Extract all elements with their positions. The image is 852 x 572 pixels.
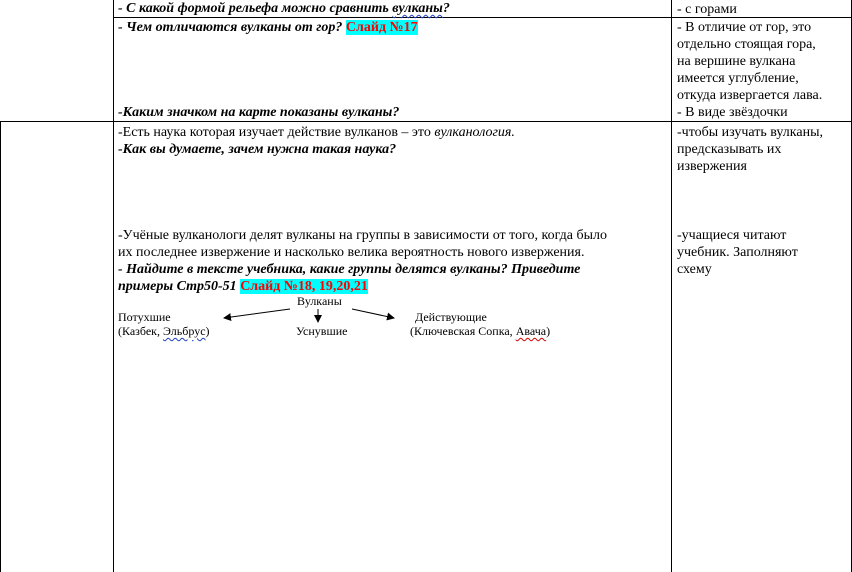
scheme-active-title: Действующие bbox=[415, 310, 487, 324]
table-border-far-left bbox=[0, 121, 1, 572]
slide-badge-18-21: Слайд №18, 19,20,21 bbox=[240, 279, 368, 294]
scheme-extinct-examples-c: ) bbox=[205, 324, 210, 338]
answer-students-read-line: учебник. Заполняют bbox=[677, 245, 798, 260]
question-why-science: -Как вы думаете, зачем нужна такая наука? bbox=[118, 142, 397, 157]
question-map-symbol: -Каким значком на карте показаны вулканы? bbox=[118, 105, 400, 120]
science-intro-text: -Есть наука которая изучает действие вулканов – это bbox=[118, 125, 435, 140]
scheme-extinct-title: Потухшие bbox=[118, 310, 171, 324]
scheme-active-examples-b: Авача bbox=[515, 324, 547, 338]
slide-badge-17: Слайд №17 bbox=[345, 20, 418, 35]
answer-difference-line: имеется углубление, bbox=[677, 71, 799, 86]
task-examples bbox=[118, 278, 368, 295]
arrow-to-active bbox=[352, 309, 394, 318]
answer-why-science-line: предсказывать их bbox=[677, 142, 782, 157]
task-find-groups: - Найдите в тексте учебника, какие группы делятся вулканы? Приведите bbox=[118, 262, 581, 277]
scheme-dormant-title: Уснувшие bbox=[296, 324, 348, 338]
question-relief-text: - С какой формой рельефа можно сравнить bbox=[118, 1, 393, 16]
groups-paragraph-line: их последнее извержение и насколько велика вероятность нового извержения. bbox=[118, 245, 585, 260]
question-relief bbox=[118, 0, 450, 17]
groups-paragraph-line: -Учёные вулканологи делят вулканы на группы в зависимости от того, когда было bbox=[118, 228, 607, 243]
scheme-active-examples bbox=[410, 324, 550, 338]
scheme-extinct-examples bbox=[118, 324, 210, 338]
answer-relief: - с горами bbox=[677, 2, 737, 17]
scheme-extinct-examples-a: (Казбек, bbox=[118, 324, 164, 338]
scheme-active-examples-a: (Ключевская Сопка, bbox=[410, 324, 516, 338]
table-border-mid-col bbox=[671, 0, 672, 572]
scheme-active-examples-c: ) bbox=[546, 324, 551, 338]
answer-students-read-line: -учащиеся читают bbox=[677, 228, 787, 243]
arrow-to-extinct bbox=[224, 309, 290, 318]
question-difference bbox=[118, 19, 418, 36]
table-border-left-col bbox=[113, 0, 114, 572]
question-relief-end: ? bbox=[442, 1, 450, 16]
answer-why-science-line: извержения bbox=[677, 159, 747, 174]
answer-map-symbol: - В виде звёздочки bbox=[677, 105, 788, 120]
scheme-extinct-examples-b: Эльбрус bbox=[163, 324, 206, 338]
answer-difference-line: отдельно стоящая гора, bbox=[677, 37, 816, 52]
answer-difference-line: на вершине вулкана bbox=[677, 54, 796, 69]
question-difference-text: - Чем отличаются вулканы от гор? bbox=[118, 20, 346, 35]
answer-difference-line: - В отличие от гор, это bbox=[677, 20, 812, 35]
table-row-divider-2 bbox=[0, 121, 852, 122]
table-row-divider-1 bbox=[113, 17, 852, 18]
answer-difference bbox=[677, 19, 822, 104]
answer-students-read bbox=[677, 227, 798, 278]
science-intro bbox=[118, 124, 515, 141]
scheme-root-label: Вулканы bbox=[297, 294, 342, 308]
answer-why-science-line: -чтобы изучать вулканы, bbox=[677, 125, 823, 140]
answer-why-science bbox=[677, 124, 823, 175]
answer-students-read-line: схему bbox=[677, 262, 712, 277]
answer-difference-line: откуда извергается лава. bbox=[677, 88, 823, 103]
task-examples-text: примеры Стр50-51 bbox=[118, 279, 241, 294]
science-term: вулканология. bbox=[434, 125, 515, 140]
question-relief-word: вулканы bbox=[392, 1, 443, 16]
